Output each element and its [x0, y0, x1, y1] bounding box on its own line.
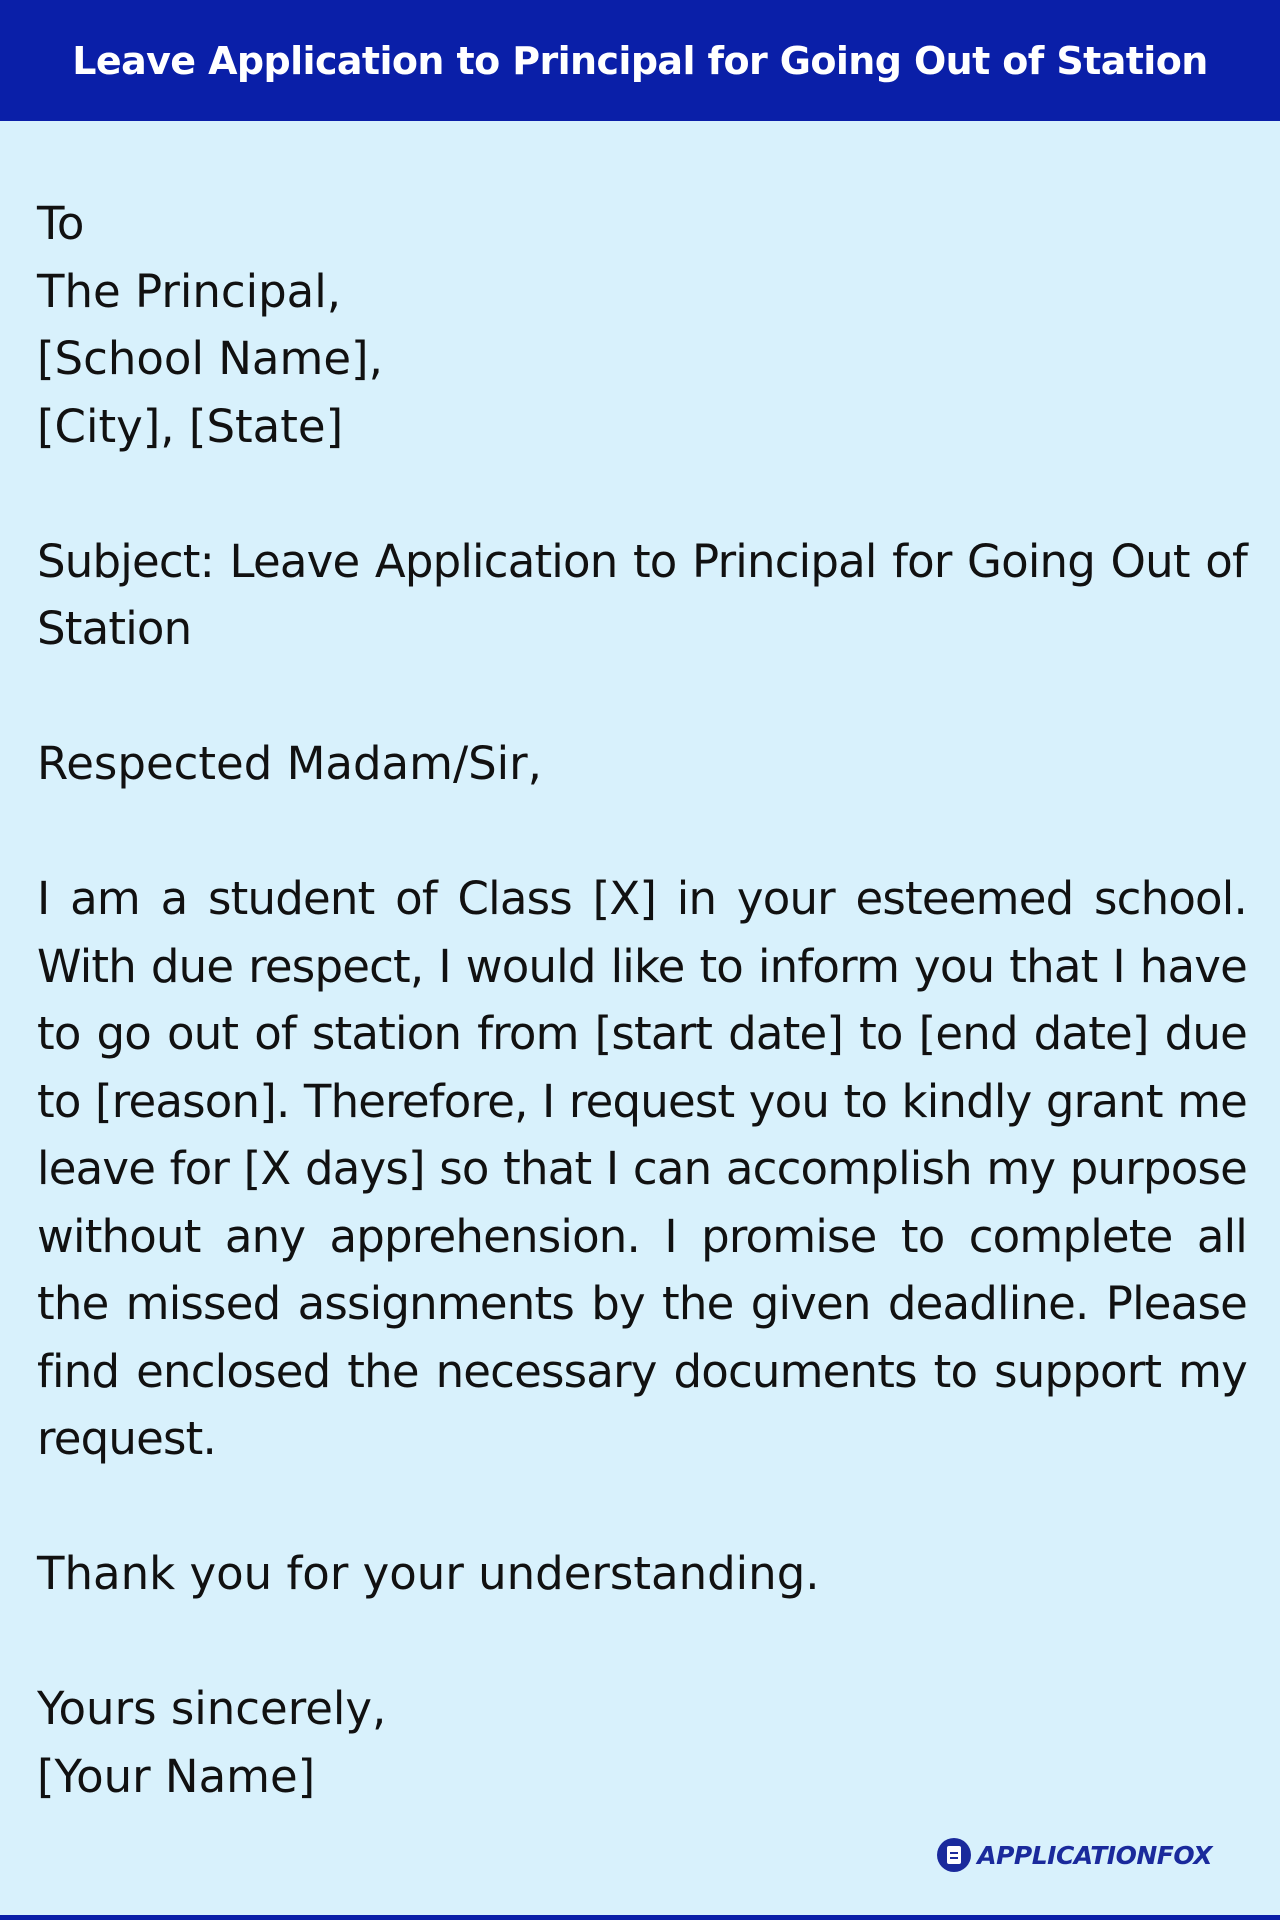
spacer	[37, 798, 1247, 866]
spacer	[37, 663, 1247, 731]
thanks-line: Thank you for your understanding.	[37, 1547, 820, 1600]
spacer	[37, 460, 1247, 528]
page-title: Leave Application to Principal for Going Out of Station	[72, 38, 1208, 83]
letter-body	[37, 190, 1247, 1810]
salutation: Respected Madam/Sir,	[37, 737, 542, 790]
spacer	[37, 1608, 1247, 1676]
subject-line: Subject: Leave Application to Principal for Going Out of Station	[37, 534, 1247, 655]
address-line-school: [School Name],	[37, 332, 383, 385]
signature-line: [Your Name]	[37, 1749, 316, 1803]
document-icon	[937, 1838, 971, 1872]
address-line-recipient: The Principal,	[37, 264, 342, 318]
header-banner	[0, 0, 1280, 121]
closing-line: Yours sincerely,	[37, 1682, 387, 1735]
address-line-city: [City], [State]	[37, 399, 344, 453]
spacer	[37, 1473, 1247, 1541]
address-line-to: To	[37, 197, 85, 250]
brand-logo	[937, 1838, 1212, 1872]
bottom-border	[0, 1915, 1280, 1920]
brand-logo-text: APPLICATIONFOX	[977, 1840, 1212, 1870]
body-paragraph: I am a student of Class [X] in your esteemed school. With due respect, I would like to inform you that I have to go out of station from [start date] to [end date] due to [reason]. Therefore, I request you to kindly grant me leave for [X days] so that I can accomplish my purpose without any apprehension. I promise to complete all the missed assignments by the given deadline. Please find enclosed the necessary documents to support my request.	[37, 872, 1247, 1465]
